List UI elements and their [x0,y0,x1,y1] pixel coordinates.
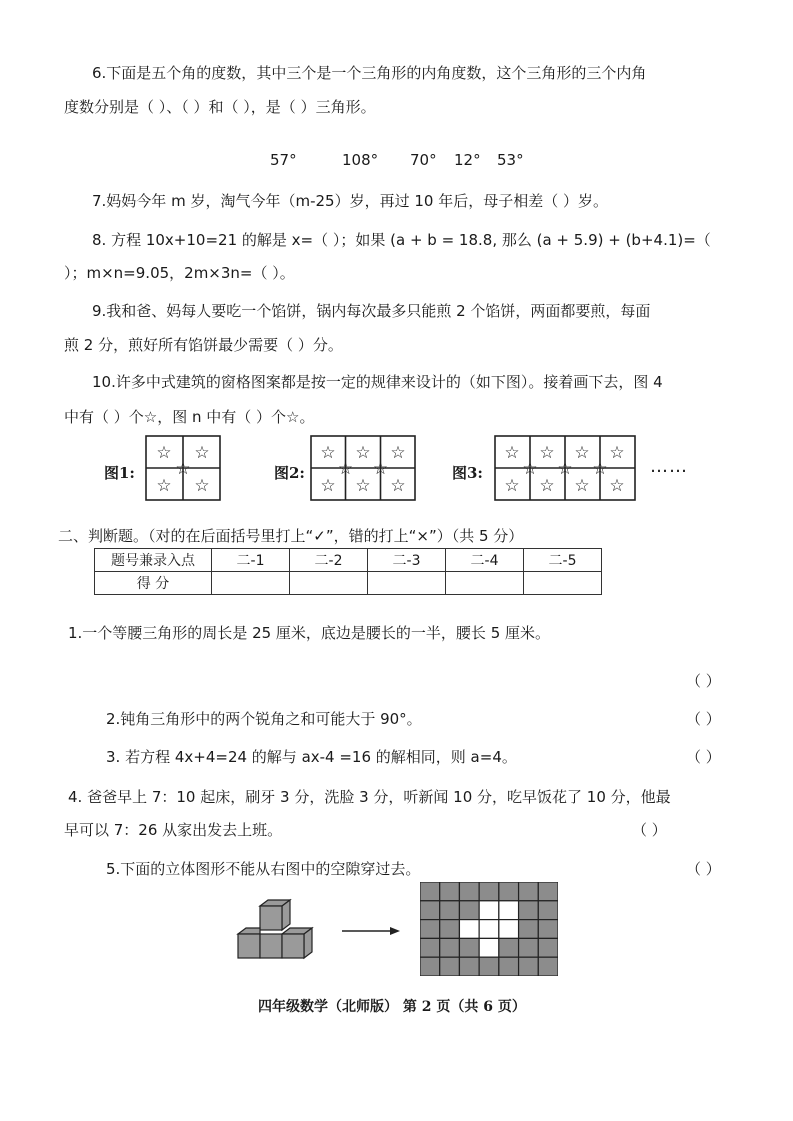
cube-stack-figure [236,898,318,962]
star-icon: ☆ [609,476,625,496]
page-footer: 四年级数学（北师版） 第 2 页（共 6 页） [258,999,526,1015]
grid-cell [479,882,499,901]
star-icon: ☆ [522,459,538,479]
grid-cell [440,938,460,957]
table-column-header: 二-4 [446,549,524,572]
grid-cell [440,882,460,901]
star-icon: ☆ [355,443,371,463]
grid-cell [459,957,479,976]
star-icon: ☆ [390,443,406,463]
grid-gap-cell [499,920,519,939]
table-row [95,572,602,595]
lattice-figure-1 [145,435,221,501]
grid-cell [519,938,539,957]
grid-cell [420,901,440,920]
star-icon: ☆ [194,476,210,496]
grid-cell [519,882,539,901]
judge-item-4-line2: 早可以 7：26 从家出发去上班。 [64,821,283,839]
score-input-cell[interactable] [446,572,524,595]
star-icon: ☆ [539,443,555,463]
fig-ellipsis: …… [650,456,688,477]
grid-cell [440,957,460,976]
arrow-right-icon [340,924,402,938]
star-icon: ☆ [337,459,354,479]
fig1-label: 图1: [104,464,135,482]
score-table [94,548,602,595]
grid-cell [459,938,479,957]
star-icon: ☆ [504,443,520,463]
grid-cell [459,901,479,920]
grid-cell [538,957,558,976]
grid-cell [440,901,460,920]
table-column-header: 二-3 [368,549,446,572]
table-column-header: 二-5 [524,549,602,572]
grid-gap-cell [479,920,499,939]
angle-value: 12° [454,151,481,169]
q8-line1: 8. 方程 10x+10=21 的解是 x=（ ）；如果 (a + b = 18.8, 那么 (a + 5.9) + (b+4.1)=（ [92,231,711,249]
grid-cell [420,882,440,901]
judge-item-1-text: 1.一个等腰三角形的周长是 25 厘米，底边是腰长的一半，腰长 5 厘米。 [68,624,551,642]
star-icon: ☆ [592,459,608,479]
q6-line1: 6.下面是五个角的度数，其中三个是一个三角形的内角度数，这个三角形的三个内角 [92,64,647,82]
grid-gap-cell [479,901,499,920]
star-icon: ☆ [175,459,191,479]
grid-cell [479,957,499,976]
grid-cell [538,901,558,920]
table-row [95,549,602,572]
star-icon: ☆ [156,443,172,463]
q9-line2: 煎 2 分，煎好所有馅饼最少需要（ ）分。 [64,336,343,354]
grid-gap-cell [479,938,499,957]
judge-item-4-line1: 4. 爸爸早上 7：10 起床，刷牙 3 分，洗脸 3 分，听新闻 10 分，吃早饭花了 10 分，他最 [68,788,671,806]
grid-cell [459,882,479,901]
star-icon: ☆ [194,443,210,463]
q9-line1: 9.我和爸、妈每人要吃一个馅饼，锅内每次最多只能煎 2 个馅饼，两面都要煎，每面 [92,302,651,320]
table-column-header: 二-1 [212,549,290,572]
q10-line1: 10.许多中式建筑的窗格图案都是按一定的规律来设计的（如下图）。接着画下去，图 4 [92,373,663,391]
grid-cell [538,920,558,939]
grid-cell [538,938,558,957]
grid-cell [519,901,539,920]
star-icon: ☆ [557,459,573,479]
q6-line2: 度数分别是（ ）、（ ）和（ ），是（ ）三角形。 [64,98,376,116]
star-icon: ☆ [390,476,406,496]
star-icon: ☆ [504,476,520,496]
q10-line2: 中有（ ）个☆，图 n 中有（ ）个☆。 [64,408,315,426]
star-icon: ☆ [156,476,172,496]
angle-value: 108° [342,151,379,169]
star-icon: ☆ [355,476,371,496]
star-icon: ☆ [539,476,555,496]
judge-item-5-text: 5.下面的立体图形不能从右图中的空隙穿过去。 [106,860,421,878]
star-icon: ☆ [574,476,590,496]
table-column-header: 二-2 [290,549,368,572]
judge-item-4-answer[interactable]: （ ） [632,821,667,839]
grid-cell [420,957,440,976]
judge-item-3-text: 3. 若方程 4x+4=24 的解与 ax-4 =16 的解相同，则 a=4。 [106,748,517,766]
score-label-cell: 得 分 [95,572,212,595]
score-input-cell[interactable] [524,572,602,595]
star-icon: ☆ [574,443,590,463]
star-icon: ☆ [320,443,336,463]
score-input-cell[interactable] [212,572,290,595]
star-icon: ☆ [609,443,625,463]
grid-cell [519,957,539,976]
grid-cell [499,957,519,976]
judge-item-3-answer[interactable]: （ ） [686,748,721,766]
grid-with-gap-figure [420,882,558,976]
judge-item-1-answer[interactable]: （ ） [686,672,721,690]
star-icon-group [320,443,405,496]
judge-item-5-answer[interactable]: （ ） [686,860,721,878]
q7-text: 7.妈妈今年 m 岁，淘气今年（m-25）岁，再过 10 年后，母子相差（ ）岁。 [92,192,608,210]
judge-item-2-answer[interactable]: （ ） [686,710,721,728]
section2-heading: 二、判断题。（对的在后面括号里打上“✓”，错的打上“×”）（共 5 分） [58,527,524,545]
star-icon: ☆ [372,459,389,479]
grid-cell [519,920,539,939]
grid-cell [499,938,519,957]
grid-gap-cell [459,920,479,939]
grid-cell [420,920,440,939]
grid-gap-cell [499,901,519,920]
lattice-figure-2 [310,435,416,501]
angle-value: 57° [270,151,297,169]
angle-value: 53° [497,151,524,169]
grid-cell [440,920,460,939]
score-input-cell[interactable] [290,572,368,595]
grid-cell [420,938,440,957]
q8-line2: ）；m×n=9.05，2m×3n=（ ）。 [64,264,295,282]
angle-value: 70° [410,151,437,169]
judge-item-2-text: 2.钝角三角形中的两个锐角之和可能大于 90°。 [106,710,422,728]
fig3-label: 图3: [452,464,483,482]
lattice-figure-3 [494,435,636,501]
fig2-label: 图2: [274,464,305,482]
star-icon: ☆ [320,476,336,496]
table-header-cell: 题号兼录入点 [95,549,212,572]
score-input-cell[interactable] [368,572,446,595]
grid-cell [499,882,519,901]
grid-cell [538,882,558,901]
